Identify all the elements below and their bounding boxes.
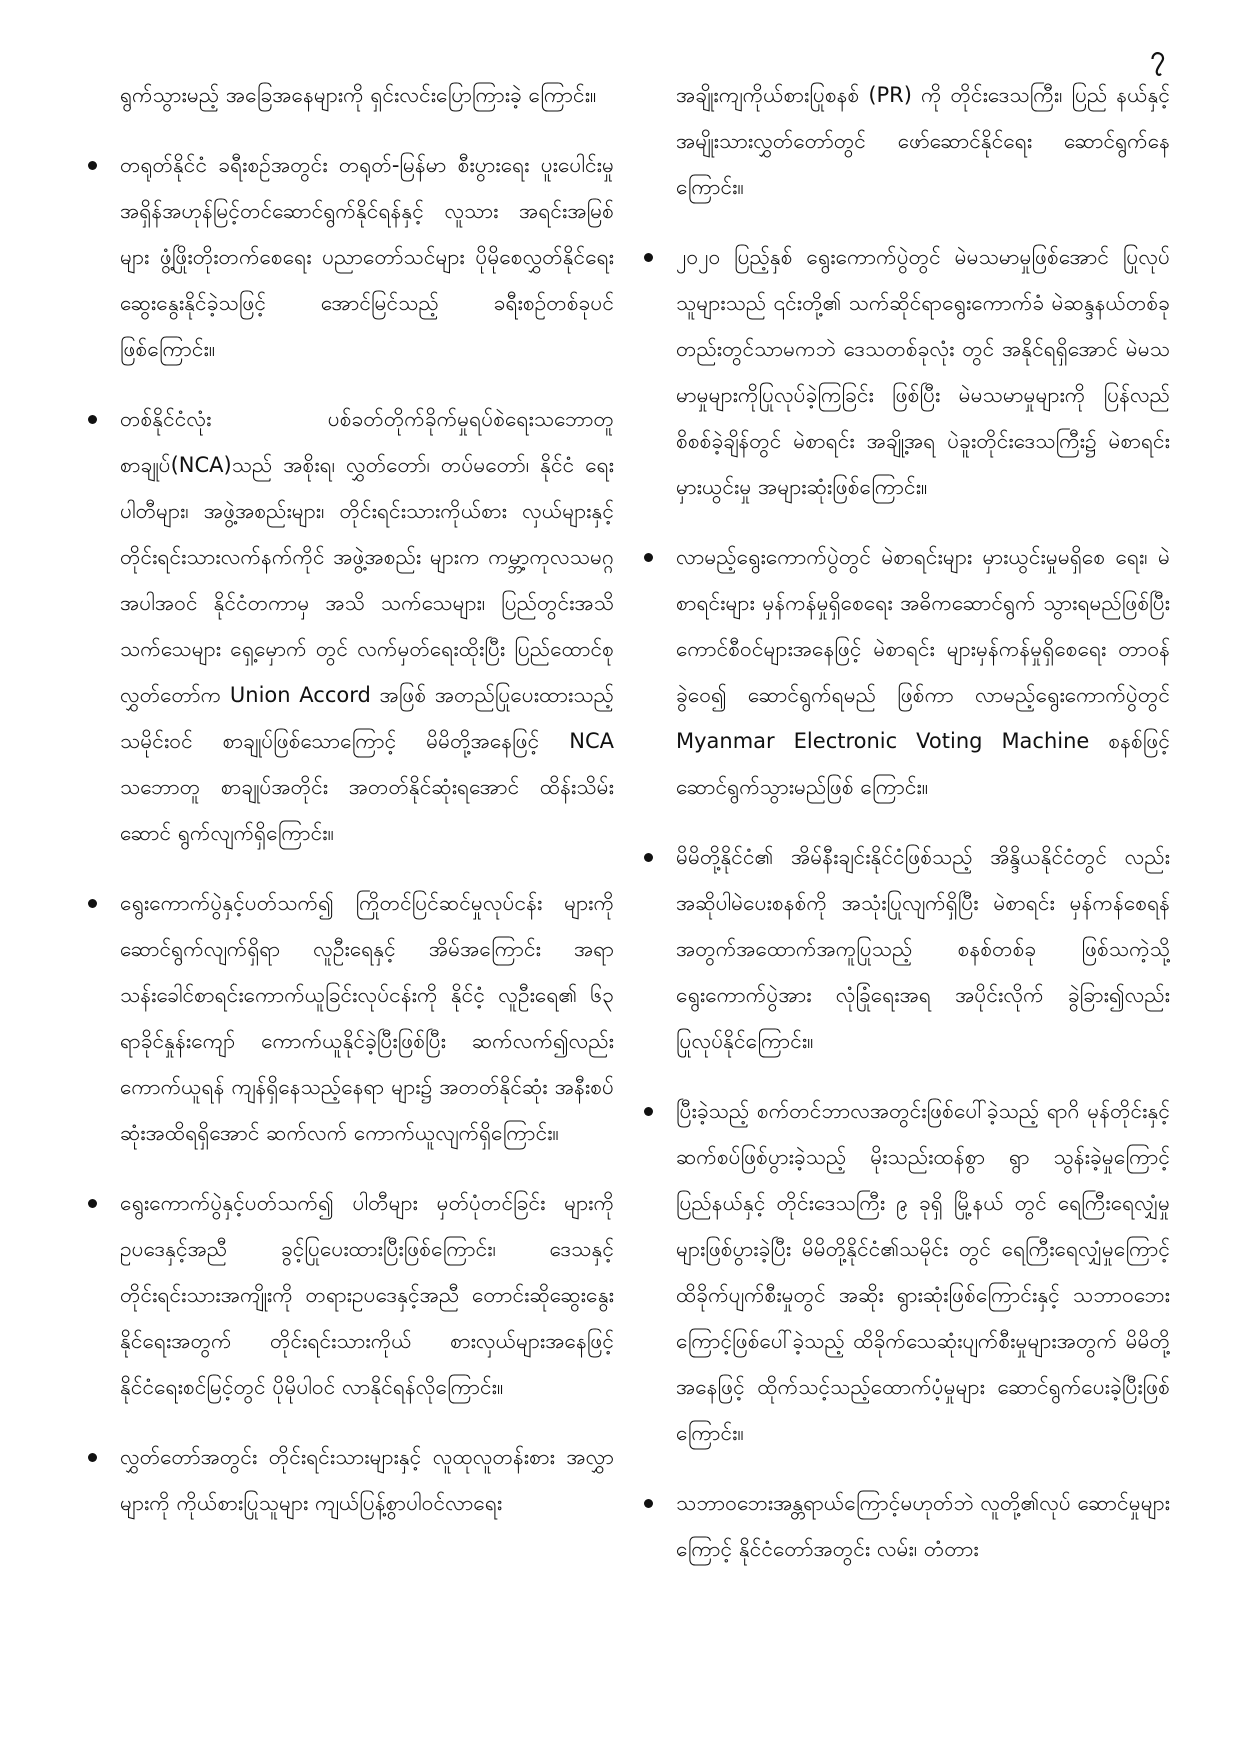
- bullet-item: [640, 1088, 1170, 1456]
- bullet-item: [640, 234, 1170, 510]
- bullet-icon: [88, 1453, 97, 1462]
- paragraph-text: သဘာဝဘေးအန္တရာယ်ကြောင့်မဟုတ်ဘဲ လူတို့၏လုပ် ဆောင်မှုများကြောင့် နိုင်ငံတော်အတွင်း လမ်း၊ တံတား: [676, 1491, 1170, 1561]
- paragraph-text: ရွေးကောက်ပွဲနှင့်ပတ်သက်၍ ပါတီများ မှတ်ပုံတင်ခြင်း များကို ဥပဒေနှင့်အညီ ခွင့်ပြုပေးထားပြီးဖြစ်ကြောင်း၊ ဒေသနှင့် တိုင်းရင်းသားအကျိုးကို တရားဥပဒေနှင့်အညီ တောင်းဆိုဆွေးနွေးနိုင်ရေးအတွက် တိုင်းရင်းသားကိုယ် စားလှယ်များအနေဖြင့် နိုင်ငံရေးစင်မြင့်တွင် ပိုမိုပါဝင် လာနိုင်ရန်လိုကြောင်း။: [120, 1191, 614, 1399]
- paragraph-text: လွှတ်တော်အတွင်း တိုင်းရင်းသားများနှင့် လူထုလူတန်းစား အလွှာများကို ကိုယ်စားပြုသူများ ကျယ်ပြန့်စွာပါဝင်လာရေး: [120, 1445, 614, 1515]
- left-column: [84, 72, 614, 1596]
- bullet-icon: [88, 899, 97, 908]
- bullet-icon: [88, 1199, 97, 1208]
- page-number: ၇: [1150, 41, 1165, 71]
- bullet-item: [84, 1434, 614, 1526]
- bullet-item: [84, 880, 614, 1156]
- two-column-body: [84, 72, 1170, 1596]
- bullet-icon: [644, 1499, 653, 1508]
- paragraph-text: ရွေးကောက်ပွဲနှင့်ပတ်သက်၍ ကြိုတင်ပြင်ဆင်မှုလုပ်ငန်း များကိုဆောင်ရွက်လျက်ရှိရာ လူဦးရေနှင့် အိမ်အကြောင်း အရာ သန်းခေါင်စာရင်းကောက်ယူခြင်းလုပ်ငန်းကို နိုင်ငံ့ လူဦးရေ၏ ၆၃ ရာခိုင်နှုန်းကျော် ကောက်ယူနိုင်ခဲ့ပြီးဖြစ်ပြီး ဆက်လက်၍လည်း ကောက်ယူရန် ကျန်ရှိနေသည့်နေရာ များ၌ အတတ်နိုင်ဆုံး အနီးစပ်ဆုံးအထိရရှိအောင် ဆက်လက် ကောက်ယူလျက်ရှိကြောင်း။: [120, 891, 614, 1145]
- bullet-item: [84, 142, 614, 372]
- paragraph-text: တစ်နိုင်ငံလုံး ပစ်ခတ်တိုက်ခိုက်မှုရပ်စဲရေးသဘောတူ စာချုပ်(NCA)သည် အစိုးရ၊ လွှတ်တော်၊ တပ်မတော်၊ နိုင်ငံ ရေးပါတီများ၊ အဖွဲ့အစည်းများ၊ တိုင်းရင်းသားကိုယ်စား လှယ်များနှင့် တိုင်းရင်းသားလက်နက်ကိုင် အဖွဲ့အစည်း များက ကမ္ဘာ့ကုလသမဂ္ဂအပါအဝင် နိုင်ငံတကာမှ အသိ သက်သေများ၊ ပြည်တွင်းအသိသက်သေများ ရှေ့မှောက် တွင် လက်မှတ်ရေးထိုးပြီး ပြည်ထောင်စုလွှတ်တော်က Union Accord အဖြစ် အတည်ပြုပေးထားသည့် သမိုင်းဝင် စာချုပ်ဖြစ်သောကြောင့် မိမိတို့အနေဖြင့် NCA သဘောတူ စာချုပ်အတိုင်း အတတ်နိုင်ဆုံးရအောင် ထိန်းသိမ်းဆောင် ရွက်လျက်ရှိကြောင်း။: [120, 407, 614, 845]
- bullet-icon: [644, 553, 653, 562]
- paragraph-continuation: [640, 72, 1170, 210]
- paragraph-text: လာမည့်ရွေးကောက်ပွဲတွင် မဲစာရင်းများ မှားယွင်းမှုမရှိစေ ရေး၊ မဲစာရင်းများ မှန်ကန်မှုရှိစေရေး အဓိကဆောင်ရွက် သွားရမည်ဖြစ်ပြီး ကောင်စီဝင်များအနေဖြင့် မဲစာရင်း များမှန်ကန်မှုရှိစေရေး တာဝန်ခွဲဝေ၍ ဆောင်ရွက်ရမည် ဖြစ်ကာ လာမည့်ရွေးကောက်ပွဲတွင် Myanmar Electronic Voting Machine စနစ်ဖြင့် ဆောင်ရွက်သွားမည်ဖြစ် ကြောင်း။: [676, 545, 1170, 799]
- paragraph-text: မိမိတို့နိုင်ငံ၏ အိမ်နီးချင်းနိုင်ငံဖြစ်သည့် အိန္ဒိယနိုင်ငံတွင် လည်း အဆိုပါမဲပေးစနစ်ကို အသုံးပြုလျက်ရှိပြီး မဲစာရင်း မှန်ကန်စေရန်အတွက်အထောက်အကူပြုသည့် စနစ်တစ်ခု ဖြစ်သကဲ့သို့ ရွေးကောက်ပွဲအား လုံခြုံရေးအရ အပိုင်းလိုက် ခွဲခြား၍လည်း ပြုလုပ်နိုင်ကြောင်း။: [676, 845, 1170, 1053]
- paragraph-text: ရွက်သွားမည့် အခြေအနေများကို ရှင်းလင်းပြောကြားခဲ့ ကြောင်း။: [120, 83, 597, 107]
- bullet-icon: [88, 161, 97, 170]
- bullet-icon: [88, 415, 97, 424]
- paragraph-text: တရုတ်နိုင်ငံ ခရီးစဉ်အတွင်း တရုတ်-မြန်မာ စီးပွားရေး ပူးပေါင်းမှု အရှိန်အဟုန်မြင့်တင်ဆောင်ရွက်နိုင်ရန်နှင့် လူသား အရင်းအမြစ်များ ဖွံ့ဖြိုးတိုးတက်စေရေး ပညာတော်သင်များ ပိုမိုစေလွှတ်နိုင်ရေး ဆွေးနွေးနိုင်ခဲ့သဖြင့် အောင်မြင်သည့် ခရီးစဉ်တစ်ခုပင် ဖြစ်ကြောင်း။: [120, 153, 614, 361]
- bullet-icon: [644, 853, 653, 862]
- bullet-item: [84, 1180, 614, 1410]
- paragraph-text: ပြီးခဲ့သည့် စက်တင်ဘာလအတွင်းဖြစ်ပေါ်ခဲ့သည့် ရာဂိ မုန်တိုင်းနှင့် ဆက်စပ်ဖြစ်ပွားခဲ့သည့် မိုးသည်းထန်စွာ ရွာ သွန်းခဲ့မှုကြောင့် ပြည်နယ်နှင့် တိုင်းဒေသကြီး ၉ ခုရှိ မြို့နယ် တွင် ရေကြီးရေလျှံမှုများဖြစ်ပွားခဲ့ပြီး မိမိတို့နိုင်ငံ၏သမိုင်း တွင် ရေကြီးရေလျှံမှုကြောင့် ထိခိုက်ပျက်စီးမှုတွင် အဆိုး ရွားဆုံးဖြစ်ကြောင်းနှင့် သဘာဝဘေးကြောင့်ဖြစ်ပေါ်ခဲ့သည့် ထိခိုက်သေဆုံးပျက်စီးမှုများအတွက် မိမိတို့အနေဖြင့် ထိုက်သင့်သည့်ထောက်ပံ့မှုများ ဆောင်ရွက်ပေးခဲ့ပြီးဖြစ် ကြောင်း။: [676, 1099, 1170, 1445]
- bullet-item: [640, 834, 1170, 1064]
- bullet-item: [640, 534, 1170, 810]
- bullet-icon: [644, 1107, 653, 1116]
- paragraph-text: အချိုးကျကိုယ်စားပြုစနစ် (PR) ကို တိုင်းဒေသကြီး၊ ပြည် နယ်နှင့် အမျိုးသားလွှတ်တော်တွင် ဖော်ဆောင်နိုင်ရေး ဆောင်ရွက်နေကြောင်း။: [676, 83, 1170, 199]
- bullet-item: [640, 1480, 1170, 1572]
- paragraph-text: ၂၀၂၀ ပြည့်နှစ် ရွေးကောက်ပွဲတွင် မဲမသမာမှုဖြစ်အောင် ပြုလုပ်သူများသည် ၎င်းတို့၏ သက်ဆိုင်ရာရွေးကောက်ခံ မဲဆန္ဒနယ်တစ်ခုတည်းတွင်သာမကဘဲ ဒေသတစ်ခုလုံး တွင် အနိုင်ရရှိအောင် မဲမသမာမှုများကိုပြုလုပ်ခဲ့ကြခြင်း ဖြစ်ပြီး မဲမသမာမှုများကို ပြန်လည်စိစစ်ခဲ့ချိန်တွင် မဲစာရင်း အချို့အရ ပဲခူးတိုင်းဒေသကြီး၌ မဲစာရင်းမှားယွင်းမှု အများဆုံးဖြစ်ကြောင်း။: [676, 245, 1170, 499]
- bullet-item: [84, 396, 614, 856]
- paragraph-continuation: [84, 72, 614, 118]
- right-column: [640, 72, 1170, 1596]
- bullet-icon: [644, 253, 653, 262]
